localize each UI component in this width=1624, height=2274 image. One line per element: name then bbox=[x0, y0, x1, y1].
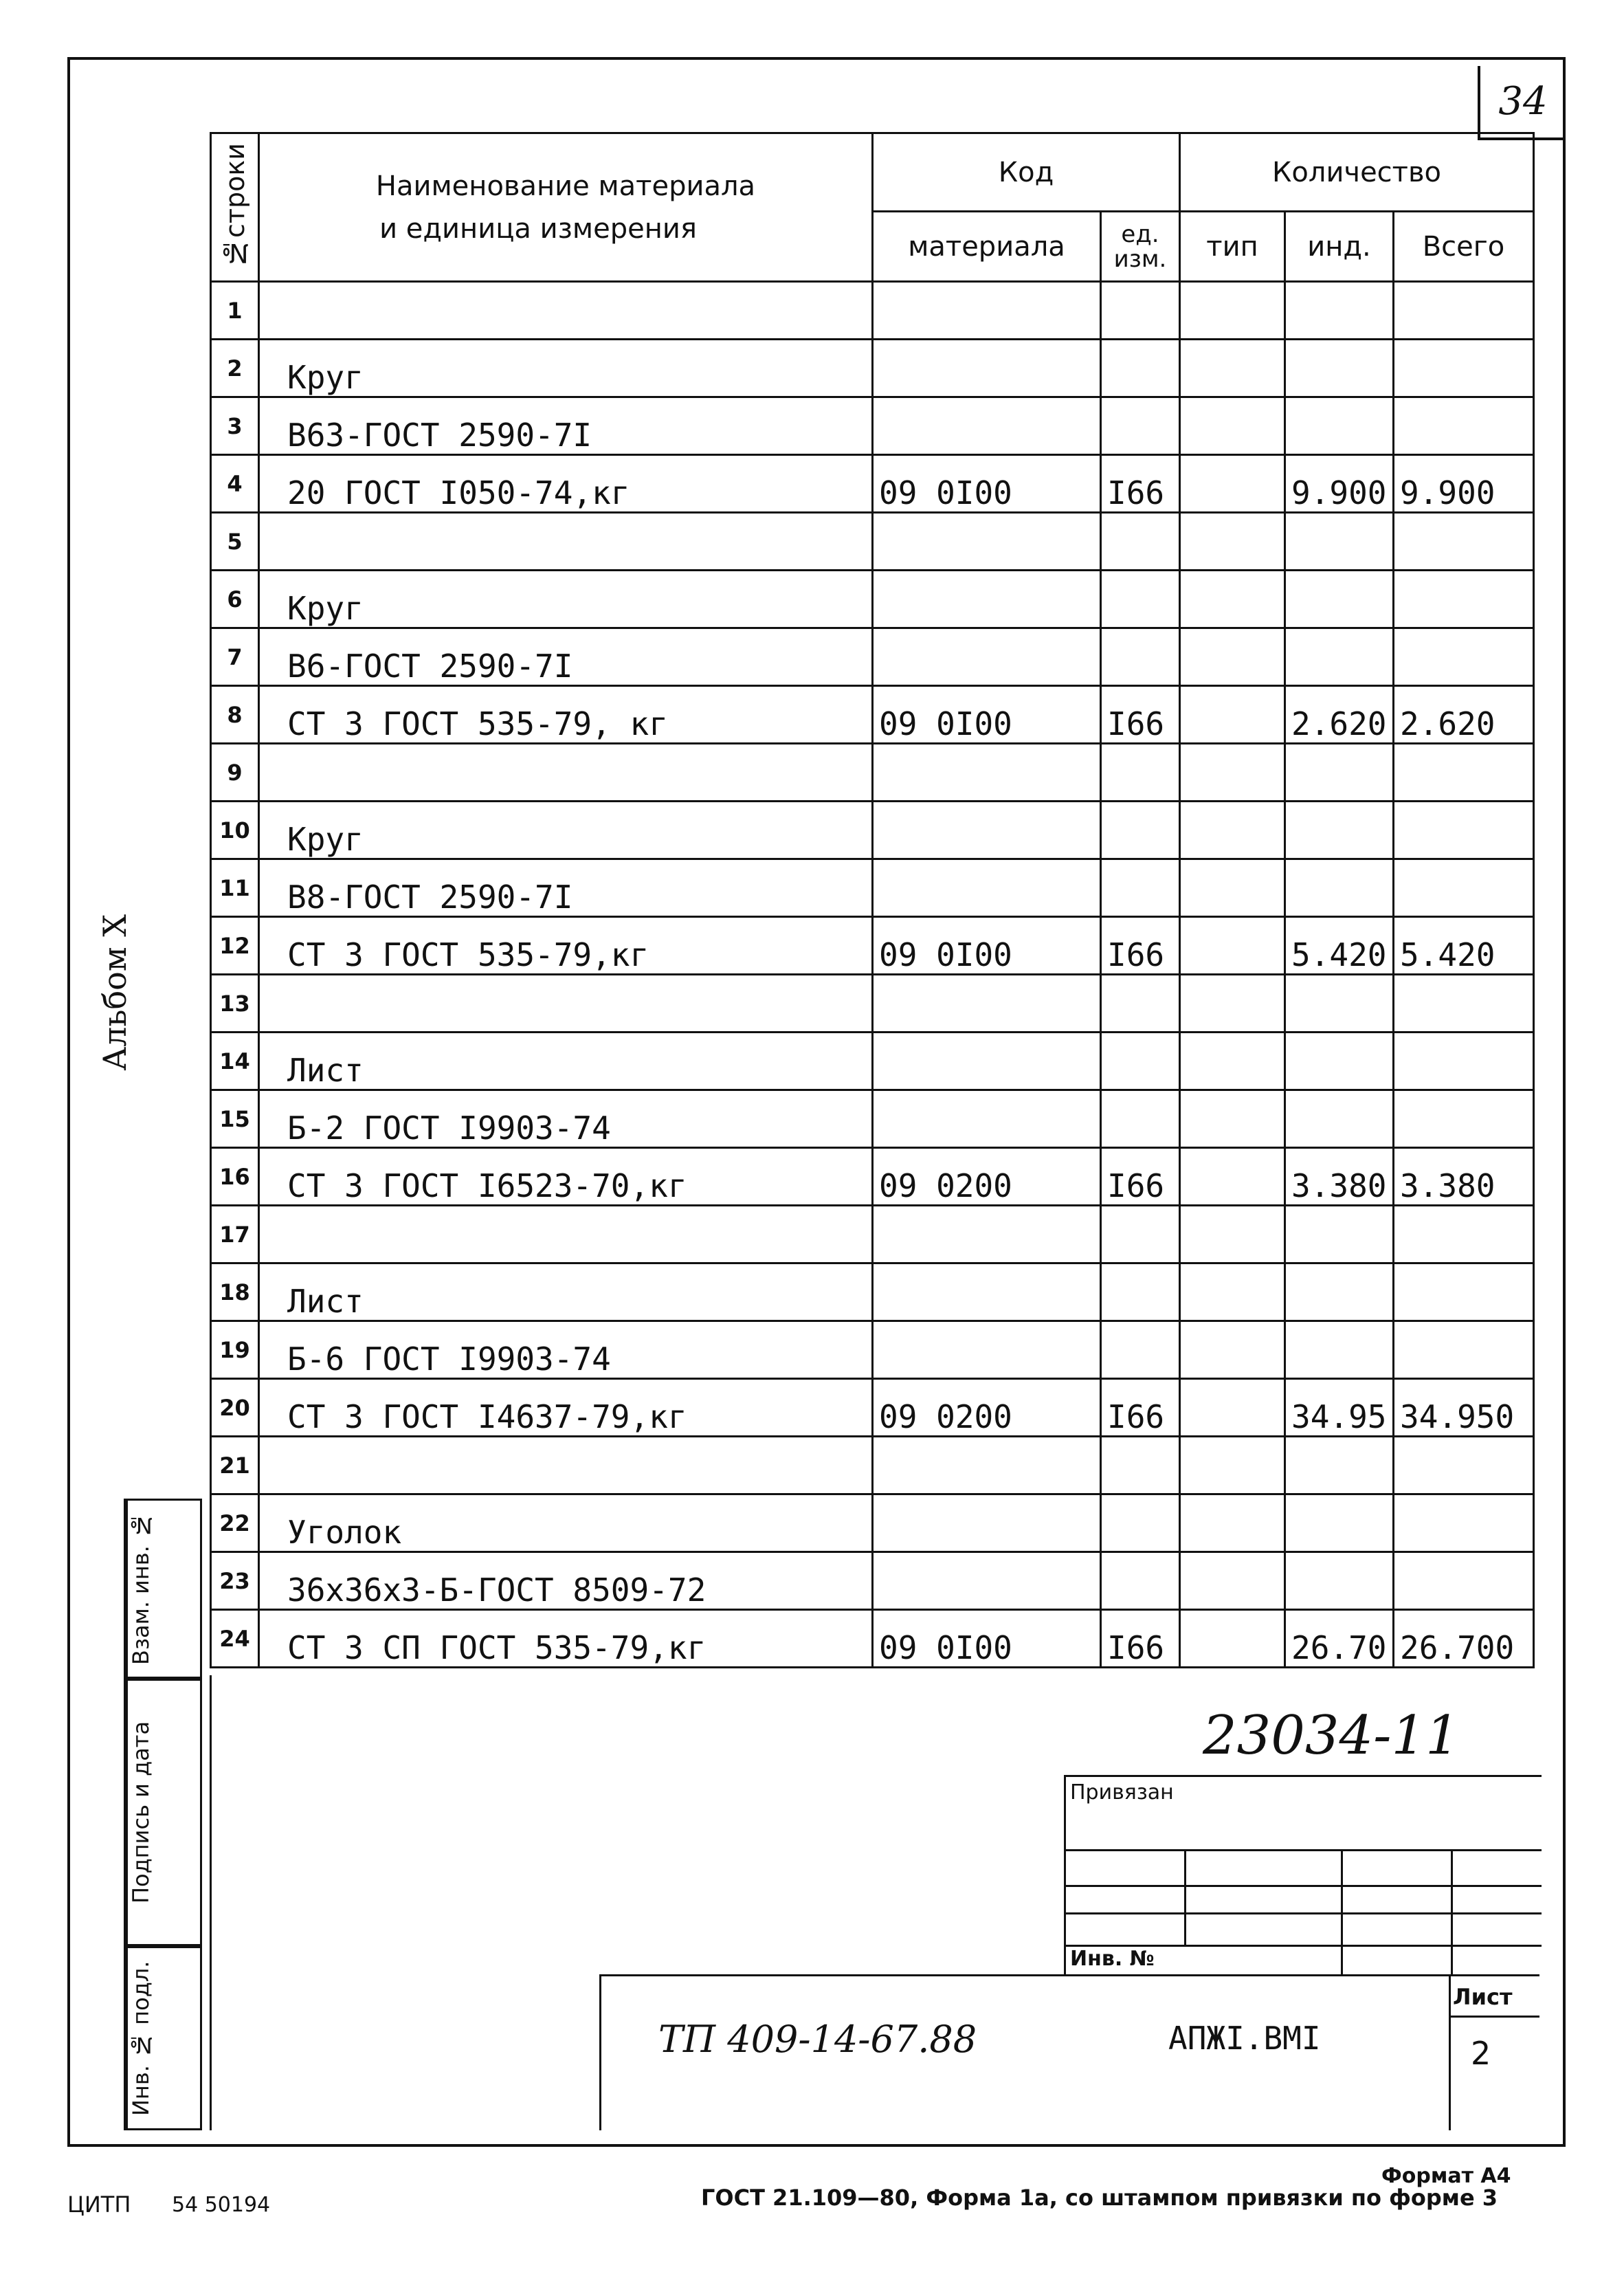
table-body bbox=[211, 282, 1534, 1668]
qty-total bbox=[1394, 1206, 1534, 1263]
material-code: 09 0I00 bbox=[873, 686, 1101, 744]
header-code: Код bbox=[873, 133, 1180, 212]
row-number: 7 bbox=[211, 628, 259, 686]
material-code: 09 0I00 bbox=[873, 1610, 1101, 1668]
material-code: 09 0I00 bbox=[873, 917, 1101, 975]
qty-type bbox=[1180, 1033, 1285, 1090]
material-name bbox=[259, 1206, 873, 1263]
qty-ind bbox=[1285, 744, 1394, 802]
qty-ind bbox=[1285, 571, 1394, 628]
material-name: Лист bbox=[259, 1033, 873, 1090]
sheet-value: 2 bbox=[1471, 2035, 1491, 2072]
qty-type bbox=[1180, 1321, 1285, 1379]
row-number: 2 bbox=[211, 340, 259, 397]
material-code bbox=[873, 859, 1101, 917]
stamp-vline-2 bbox=[1341, 1849, 1343, 1974]
material-code bbox=[873, 1090, 1101, 1148]
table-row bbox=[211, 975, 1534, 1033]
row-number: 13 bbox=[211, 975, 259, 1033]
material-code bbox=[873, 1437, 1101, 1494]
material-name: 36х36х3-Б-ГОСТ 8509-72 bbox=[259, 1552, 873, 1610]
material-code bbox=[873, 802, 1101, 859]
material-code: 09 0200 bbox=[873, 1148, 1101, 1206]
qty-type bbox=[1180, 1379, 1285, 1437]
unit-code bbox=[1101, 571, 1180, 628]
unit-code bbox=[1101, 802, 1180, 859]
bound-label: Привязан bbox=[1070, 1780, 1174, 1804]
row-number: 21 bbox=[211, 1437, 259, 1494]
material-code: 09 0I00 bbox=[873, 455, 1101, 513]
material-name: Б-6 ГОСТ I9903-74 bbox=[259, 1321, 873, 1379]
side-label-replace-inv: Взам. инв. № bbox=[126, 1501, 162, 1677]
material-code bbox=[873, 1321, 1101, 1379]
qty-ind bbox=[1285, 282, 1394, 340]
sheet-box-left bbox=[1449, 1974, 1451, 2130]
material-name: В8-ГОСТ 2590-7I bbox=[259, 859, 873, 917]
row-number: 8 bbox=[211, 686, 259, 744]
qty-type bbox=[1180, 340, 1285, 397]
qty-ind bbox=[1285, 975, 1394, 1033]
qty-type bbox=[1180, 859, 1285, 917]
qty-ind bbox=[1285, 397, 1394, 455]
side-block-signature bbox=[124, 1679, 202, 1946]
material-name: СТ 3 ГОСТ 535-79, кг bbox=[259, 686, 873, 744]
material-code bbox=[873, 1552, 1101, 1610]
header-row-number bbox=[211, 133, 259, 282]
row-number: 1 bbox=[211, 282, 259, 340]
album-label: Альбом X bbox=[96, 914, 133, 1071]
material-name: СТ 3 ГОСТ 535-79,кг bbox=[259, 917, 873, 975]
qty-total bbox=[1394, 1552, 1534, 1610]
material-code: 09 0200 bbox=[873, 1379, 1101, 1437]
qty-total bbox=[1394, 1090, 1534, 1148]
qty-total bbox=[1394, 282, 1534, 340]
table-row bbox=[211, 802, 1534, 859]
sheet-box-mid bbox=[1449, 2016, 1539, 2018]
material-name: Круг bbox=[259, 340, 873, 397]
row-number: 15 bbox=[211, 1090, 259, 1148]
row-number: 18 bbox=[211, 1263, 259, 1321]
row-number: 10 bbox=[211, 802, 259, 859]
qty-total bbox=[1394, 1494, 1534, 1552]
table-row bbox=[211, 340, 1534, 397]
qty-type bbox=[1180, 1552, 1285, 1610]
unit-code bbox=[1101, 1552, 1180, 1610]
qty-ind bbox=[1285, 1206, 1394, 1263]
qty-type bbox=[1180, 1263, 1285, 1321]
material-name bbox=[259, 513, 873, 571]
qty-type bbox=[1180, 802, 1285, 859]
qty-ind bbox=[1285, 1437, 1394, 1494]
table-row bbox=[211, 1090, 1534, 1148]
unit-code bbox=[1101, 340, 1180, 397]
qty-total bbox=[1394, 1263, 1534, 1321]
header-name-line1: Наименование материала bbox=[375, 170, 756, 202]
table-row bbox=[211, 1263, 1534, 1321]
qty-type bbox=[1180, 1610, 1285, 1668]
qty-total: 2.620 bbox=[1394, 686, 1534, 744]
row-number: 9 bbox=[211, 744, 259, 802]
unit-code bbox=[1101, 397, 1180, 455]
material-name bbox=[259, 975, 873, 1033]
qty-ind bbox=[1285, 1263, 1394, 1321]
header-unit-line1: ед. bbox=[1121, 220, 1159, 248]
row-number: 14 bbox=[211, 1033, 259, 1090]
unit-code bbox=[1101, 975, 1180, 1033]
footer-org: ЦИТП bbox=[67, 2192, 131, 2218]
unit-code bbox=[1101, 1263, 1180, 1321]
qty-total bbox=[1394, 859, 1534, 917]
table-row bbox=[211, 571, 1534, 628]
qty-ind bbox=[1285, 628, 1394, 686]
table-row bbox=[211, 744, 1534, 802]
inv-label: Инв. № bbox=[1070, 1947, 1155, 1971]
qty-type bbox=[1180, 282, 1285, 340]
unit-code: I66 bbox=[1101, 686, 1180, 744]
unit-code bbox=[1101, 513, 1180, 571]
row-number: 3 bbox=[211, 397, 259, 455]
header-unit bbox=[1101, 212, 1180, 282]
unit-code bbox=[1101, 859, 1180, 917]
qty-ind: 3.380 bbox=[1285, 1148, 1394, 1206]
qty-total bbox=[1394, 513, 1534, 571]
unit-code: I66 bbox=[1101, 1610, 1180, 1668]
material-code bbox=[873, 1033, 1101, 1090]
qty-total bbox=[1394, 628, 1534, 686]
qty-total: 26.700 bbox=[1394, 1610, 1534, 1668]
qty-type bbox=[1180, 628, 1285, 686]
table-row bbox=[211, 1494, 1534, 1552]
table-row bbox=[211, 1206, 1534, 1263]
header-ind: инд. bbox=[1285, 212, 1394, 282]
footer-gost: ГОСТ 21.109—80, Форма 1а, со штампом привязки по форме 3 bbox=[701, 2185, 1498, 2211]
unit-code bbox=[1101, 1090, 1180, 1148]
material-code bbox=[873, 571, 1101, 628]
qty-total bbox=[1394, 1437, 1534, 1494]
table-row bbox=[211, 859, 1534, 917]
qty-total bbox=[1394, 1033, 1534, 1090]
table-row bbox=[211, 1552, 1534, 1610]
stamp-line-1 bbox=[1066, 1849, 1542, 1851]
material-code bbox=[873, 1263, 1101, 1321]
side-block-replace-inv bbox=[124, 1499, 202, 1679]
material-code bbox=[873, 282, 1101, 340]
material-code bbox=[873, 397, 1101, 455]
footer-order-number: 54 50194 bbox=[172, 2193, 271, 2217]
qty-ind: 5.420 bbox=[1285, 917, 1394, 975]
material-name bbox=[259, 744, 873, 802]
material-name: СТ 3 СП ГОСТ 535-79,кг bbox=[259, 1610, 873, 1668]
qty-type bbox=[1180, 397, 1285, 455]
row-number: 12 bbox=[211, 917, 259, 975]
material-code bbox=[873, 1206, 1101, 1263]
qty-ind: 26.70 bbox=[1285, 1610, 1394, 1668]
qty-type bbox=[1180, 917, 1285, 975]
qty-total bbox=[1394, 571, 1534, 628]
material-code bbox=[873, 340, 1101, 397]
title-line-top bbox=[599, 1974, 1539, 1978]
sheet-number: 34 bbox=[1478, 66, 1566, 140]
header-name-line2: и единица измерения bbox=[379, 212, 697, 245]
row-number: 4 bbox=[211, 455, 259, 513]
table-row bbox=[211, 1610, 1534, 1668]
row-number: 24 bbox=[211, 1610, 259, 1668]
table-row bbox=[211, 1148, 1534, 1206]
qty-total bbox=[1394, 340, 1534, 397]
qty-type bbox=[1180, 975, 1285, 1033]
material-name: Лист bbox=[259, 1263, 873, 1321]
qty-ind: 2.620 bbox=[1285, 686, 1394, 744]
qty-total: 34.950 bbox=[1394, 1379, 1534, 1437]
header-total: Всего bbox=[1394, 212, 1534, 282]
table-row bbox=[211, 455, 1534, 513]
stamp-vline-1 bbox=[1184, 1849, 1186, 1945]
stamp-line-top bbox=[1066, 1775, 1542, 1777]
qty-total bbox=[1394, 744, 1534, 802]
table-row bbox=[211, 513, 1534, 571]
row-number: 23 bbox=[211, 1552, 259, 1610]
qty-ind bbox=[1285, 1494, 1394, 1552]
spec-table bbox=[210, 132, 1535, 1668]
table-row bbox=[211, 1437, 1534, 1494]
material-name: СТ 3 ГОСТ I4637-79,кг bbox=[259, 1379, 873, 1437]
row-number: 11 bbox=[211, 859, 259, 917]
row-number: 22 bbox=[211, 1494, 259, 1552]
doc-code: ТП 409-14-67.88 bbox=[658, 2018, 977, 2061]
material-name: В63-ГОСТ 2590-7I bbox=[259, 397, 873, 455]
unit-code bbox=[1101, 1437, 1180, 1494]
table-row bbox=[211, 397, 1534, 455]
qty-type bbox=[1180, 1090, 1285, 1148]
qty-ind bbox=[1285, 513, 1394, 571]
table-row bbox=[211, 1321, 1534, 1379]
qty-total bbox=[1394, 397, 1534, 455]
doc-mark: АПЖI.ВМI bbox=[1168, 2020, 1321, 2057]
material-name: Круг bbox=[259, 802, 873, 859]
qty-total bbox=[1394, 802, 1534, 859]
qty-ind bbox=[1285, 1552, 1394, 1610]
qty-ind bbox=[1285, 859, 1394, 917]
qty-ind bbox=[1285, 802, 1394, 859]
material-name: СТ 3 ГОСТ I6523-70,кг bbox=[259, 1148, 873, 1206]
table-row bbox=[211, 686, 1534, 744]
row-number: 6 bbox=[211, 571, 259, 628]
qty-ind bbox=[1285, 340, 1394, 397]
qty-ind: 9.900 bbox=[1285, 455, 1394, 513]
qty-type bbox=[1180, 513, 1285, 571]
unit-code bbox=[1101, 1033, 1180, 1090]
header-name bbox=[259, 133, 873, 282]
row-number: 16 bbox=[211, 1148, 259, 1206]
stamp-line-2 bbox=[1066, 1885, 1542, 1887]
qty-type bbox=[1180, 1148, 1285, 1206]
qty-type bbox=[1180, 1437, 1285, 1494]
row-number: 20 bbox=[211, 1379, 259, 1437]
binding-stamp bbox=[1064, 1775, 1539, 1974]
qty-type bbox=[1180, 744, 1285, 802]
qty-type bbox=[1180, 1494, 1285, 1552]
unit-code bbox=[1101, 628, 1180, 686]
table-row bbox=[211, 917, 1534, 975]
material-code bbox=[873, 975, 1101, 1033]
material-code bbox=[873, 1494, 1101, 1552]
unit-code: I66 bbox=[1101, 1379, 1180, 1437]
stamp-vline-3 bbox=[1451, 1849, 1453, 1974]
material-name: 20 ГОСТ I050-74,кг bbox=[259, 455, 873, 513]
unit-code: I66 bbox=[1101, 1148, 1180, 1206]
row-number: 19 bbox=[211, 1321, 259, 1379]
side-label-signature: Подпись и дата bbox=[126, 1681, 162, 1944]
qty-type bbox=[1180, 686, 1285, 744]
header-row-number-label: №строки bbox=[219, 142, 250, 269]
table-row bbox=[211, 1033, 1534, 1090]
row-number: 5 bbox=[211, 513, 259, 571]
material-code bbox=[873, 628, 1101, 686]
qty-total: 5.420 bbox=[1394, 917, 1534, 975]
material-code bbox=[873, 744, 1101, 802]
qty-type bbox=[1180, 1206, 1285, 1263]
qty-ind bbox=[1285, 1090, 1394, 1148]
qty-total: 3.380 bbox=[1394, 1148, 1534, 1206]
qty-ind bbox=[1285, 1033, 1394, 1090]
unit-code: I66 bbox=[1101, 917, 1180, 975]
lower-left-line bbox=[210, 1675, 212, 2130]
material-name bbox=[259, 1437, 873, 1494]
unit-code bbox=[1101, 1321, 1180, 1379]
unit-code bbox=[1101, 1494, 1180, 1552]
qty-type bbox=[1180, 455, 1285, 513]
side-block-inv-orig bbox=[124, 1946, 202, 2130]
table-row bbox=[211, 628, 1534, 686]
unit-code bbox=[1101, 282, 1180, 340]
qty-type bbox=[1180, 571, 1285, 628]
material-name: Круг bbox=[259, 571, 873, 628]
side-label-inv-orig: Инв. № подл. bbox=[126, 1948, 162, 2128]
material-name bbox=[259, 282, 873, 340]
header-quantity: Количество bbox=[1180, 133, 1534, 212]
table-row bbox=[211, 1379, 1534, 1437]
unit-code: I66 bbox=[1101, 455, 1180, 513]
sheet-label: Лист bbox=[1453, 1984, 1513, 2010]
material-name: В6-ГОСТ 2590-7I bbox=[259, 628, 873, 686]
header-type: тип bbox=[1180, 212, 1285, 282]
stamp-line-3 bbox=[1066, 1912, 1542, 1914]
format-label: Формат А4 bbox=[1381, 2164, 1511, 2188]
material-name: Уголок bbox=[259, 1494, 873, 1552]
qty-ind bbox=[1285, 1321, 1394, 1379]
qty-total bbox=[1394, 1321, 1534, 1379]
qty-total: 9.900 bbox=[1394, 455, 1534, 513]
handwritten-number: 23034-11 bbox=[1203, 1705, 1460, 1767]
material-code bbox=[873, 513, 1101, 571]
header-unit-line2: изм. bbox=[1113, 245, 1167, 273]
qty-total bbox=[1394, 975, 1534, 1033]
row-number: 17 bbox=[211, 1206, 259, 1263]
material-name: Б-2 ГОСТ I9903-74 bbox=[259, 1090, 873, 1148]
unit-code bbox=[1101, 744, 1180, 802]
qty-ind: 34.95 bbox=[1285, 1379, 1394, 1437]
table-row bbox=[211, 282, 1534, 340]
unit-code bbox=[1101, 1206, 1180, 1263]
title-line-left bbox=[599, 1974, 601, 2130]
header-material: материала bbox=[873, 212, 1101, 282]
